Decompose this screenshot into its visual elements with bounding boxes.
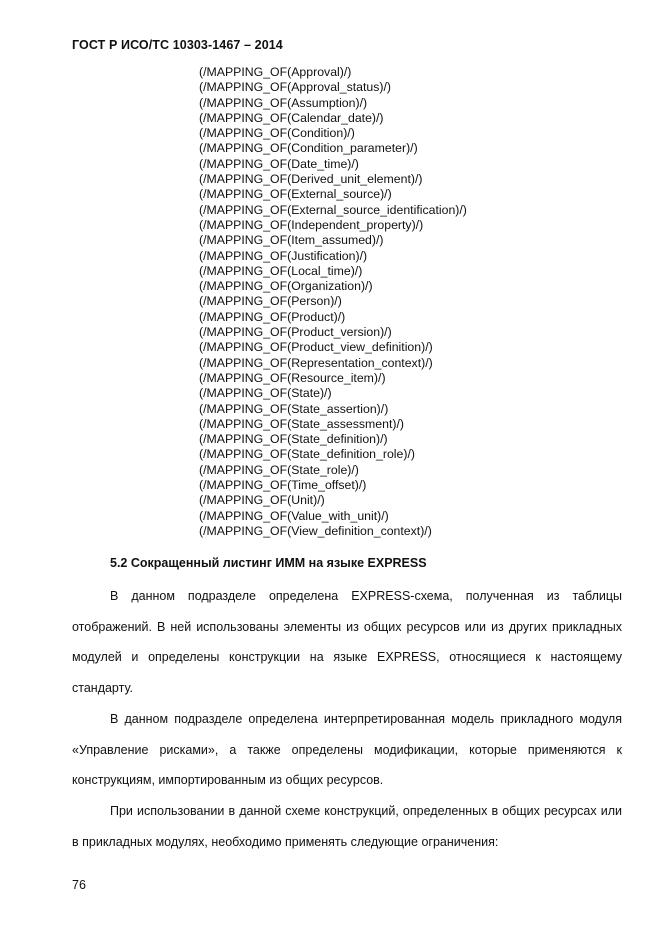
mapping-item: (/MAPPING_OF(Time_offset)/): [199, 478, 367, 493]
mapping-item: (/MAPPING_OF(State_assertion)/): [199, 401, 389, 416]
mapping-item: (/MAPPING_OF(Value_with_unit)/): [199, 508, 389, 523]
mapping-item: (/MAPPING_OF(Independent_property)/): [199, 217, 424, 232]
mapping-item: (/MAPPING_OF(State_role)/): [199, 462, 359, 477]
mapping-item: (/MAPPING_OF(Derived_unit_element)/): [199, 172, 423, 187]
section-heading: 5.2 Сокращенный листинг ИММ на языке EXPRESS: [110, 556, 427, 570]
mapping-item: (/MAPPING_OF(Product_view_definition)/): [199, 340, 433, 355]
mapping-item: (/MAPPING_OF(Product)/): [199, 309, 346, 324]
document-header: ГОСТ Р ИСО/ТС 10303-1467 – 2014: [72, 38, 283, 52]
paragraph: В данном подразделе определена интерпретированная модель прикладного модуля «Управление рисками», а также определены модификации, которые применяются к конструкциям, импортированным из общих ресурсов.: [72, 712, 622, 788]
mapping-item: (/MAPPING_OF(State)/): [199, 386, 332, 401]
mapping-item: (/MAPPING_OF(Resource_item)/): [199, 370, 386, 385]
mapping-list: [199, 65, 467, 539]
mapping-item: (/MAPPING_OF(Local_time)/): [199, 263, 363, 278]
mapping-item: (/MAPPING_OF(Organization)/): [199, 279, 373, 294]
mapping-item: (/MAPPING_OF(Date_time)/): [199, 156, 359, 171]
paragraph: При использовании в данной схеме конструкций, определенных в общих ресурсах или в прикладных модулях, необходимо применять следующие ограничения:: [72, 804, 622, 849]
mapping-item: (/MAPPING_OF(State_definition)/): [199, 432, 388, 447]
mapping-item: (/MAPPING_OF(External_source_identification)/): [199, 202, 467, 217]
mapping-item: (/MAPPING_OF(State_assessment)/): [199, 416, 405, 431]
page-number: 76: [72, 878, 86, 892]
mapping-item: (/MAPPING_OF(Person)/): [199, 294, 342, 309]
mapping-item: (/MAPPING_OF(Condition_parameter)/): [199, 141, 418, 156]
mapping-item: (/MAPPING_OF(Calendar_date)/): [199, 110, 384, 125]
mapping-item: (/MAPPING_OF(Assumption)/): [199, 95, 368, 110]
mapping-item: (/MAPPING_OF(View_definition_context)/): [199, 523, 432, 538]
mapping-item: (/MAPPING_OF(Approval)/): [199, 65, 352, 79]
mapping-item: (/MAPPING_OF(Justification)/): [199, 248, 368, 263]
mapping-item: (/MAPPING_OF(Condition)/): [199, 126, 355, 141]
mapping-item: (/MAPPING_OF(Product_version)/): [199, 325, 392, 340]
mapping-item: (/MAPPING_OF(Unit)/): [199, 493, 325, 508]
mapping-item: (/MAPPING_OF(State_definition_role)/): [199, 447, 415, 462]
mapping-item: (/MAPPING_OF(Item_assumed)/): [199, 233, 384, 248]
mapping-item: (/MAPPING_OF(Representation_context)/): [199, 355, 433, 370]
mapping-item: (/MAPPING_OF(External_source)/): [199, 187, 392, 202]
paragraph: В данном подразделе определена EXPRESS-схема, полученная из таблицы отображений. В ней использованы элементы из общих ресурсов или из других прикладных модулей и определены конструкции на языке EXPRESS, относящиеся к настоящему стандарту.: [72, 589, 622, 695]
mapping-item: (/MAPPING_OF(Approval_status)/): [199, 80, 392, 95]
